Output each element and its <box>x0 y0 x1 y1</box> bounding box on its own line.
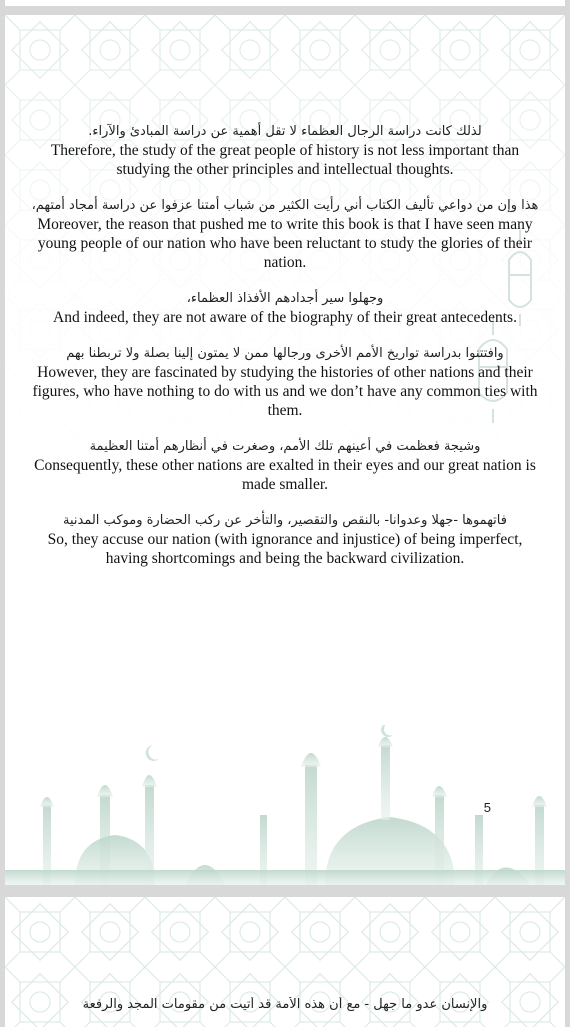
mosque-skyline-ornament <box>5 725 565 885</box>
arabic-text: لذلك كانت دراسة الرجال العظماء لا تقل أهمية عن دراسة المبادئ والآراء. <box>88 124 482 139</box>
paragraph-block <box>27 438 543 494</box>
arabic-text: هذا وإن من دواعي تأليف الكتاب أني رأيت الكثير من شباب أمتنا عزفوا عن دراسة أمجاد أمتهم، <box>31 198 539 213</box>
arabic-text: وافتتنوا بدراسة تواريخ الأمم الأخرى ورجالها ممن لا يمتون إلينا بصلة ولا تربطنا بهم <box>66 346 504 361</box>
document-body <box>27 123 543 586</box>
arabic-text-partial: والإنسان عدو ما جهل - مع أن هذه الأمة قد أتيت من مقومات المجد والرفعة <box>82 997 488 1012</box>
page-number: 5 <box>483 800 491 815</box>
previous-page-edge <box>5 0 565 6</box>
arabic-text: وشيجة فعظمت في أعينهم تلك الأمم، وصغرت في أنظارهم أمتنا العظيمة <box>89 439 481 454</box>
english-translation: Moreover, the reason that pushed me to write this book is that I have seen many young people of our nation who have been reluctant to study the glories of their nation. <box>37 216 533 271</box>
paragraph-block <box>27 345 543 420</box>
paragraph-block <box>27 123 543 179</box>
english-translation: And indeed, they are not aware of the biography of their great antecedents. <box>53 309 517 326</box>
arabic-text: فاتهموها -جهلا وعدوانا- بالنقص والتقصير، والتأخر عن ركب الحضارة وموكب المدنية <box>63 513 507 528</box>
arabic-text: وجهلوا سير أجدادهم الأفذاذ العظماء، <box>186 291 384 306</box>
document-page <box>5 15 565 885</box>
paragraph-block <box>27 290 543 327</box>
english-translation: So, they accuse our nation (with ignorance and injustice) of being imperfect, having shortcomings and being the backward civilization. <box>47 531 523 567</box>
english-translation: Therefore, the study of the great people of history is not less important than studying the other principles and intellectual thoughts. <box>50 142 520 178</box>
next-document-page <box>5 897 565 1027</box>
english-translation: However, they are fascinated by studying the histories of other nations and their figures, who have nothing to do with us and we don’t have any common ties with them. <box>32 364 538 419</box>
paragraph-block <box>27 512 543 568</box>
english-translation: Consequently, these other nations are exalted in their eyes and our great nation is made smaller. <box>34 457 536 493</box>
paragraph-block <box>27 197 543 272</box>
